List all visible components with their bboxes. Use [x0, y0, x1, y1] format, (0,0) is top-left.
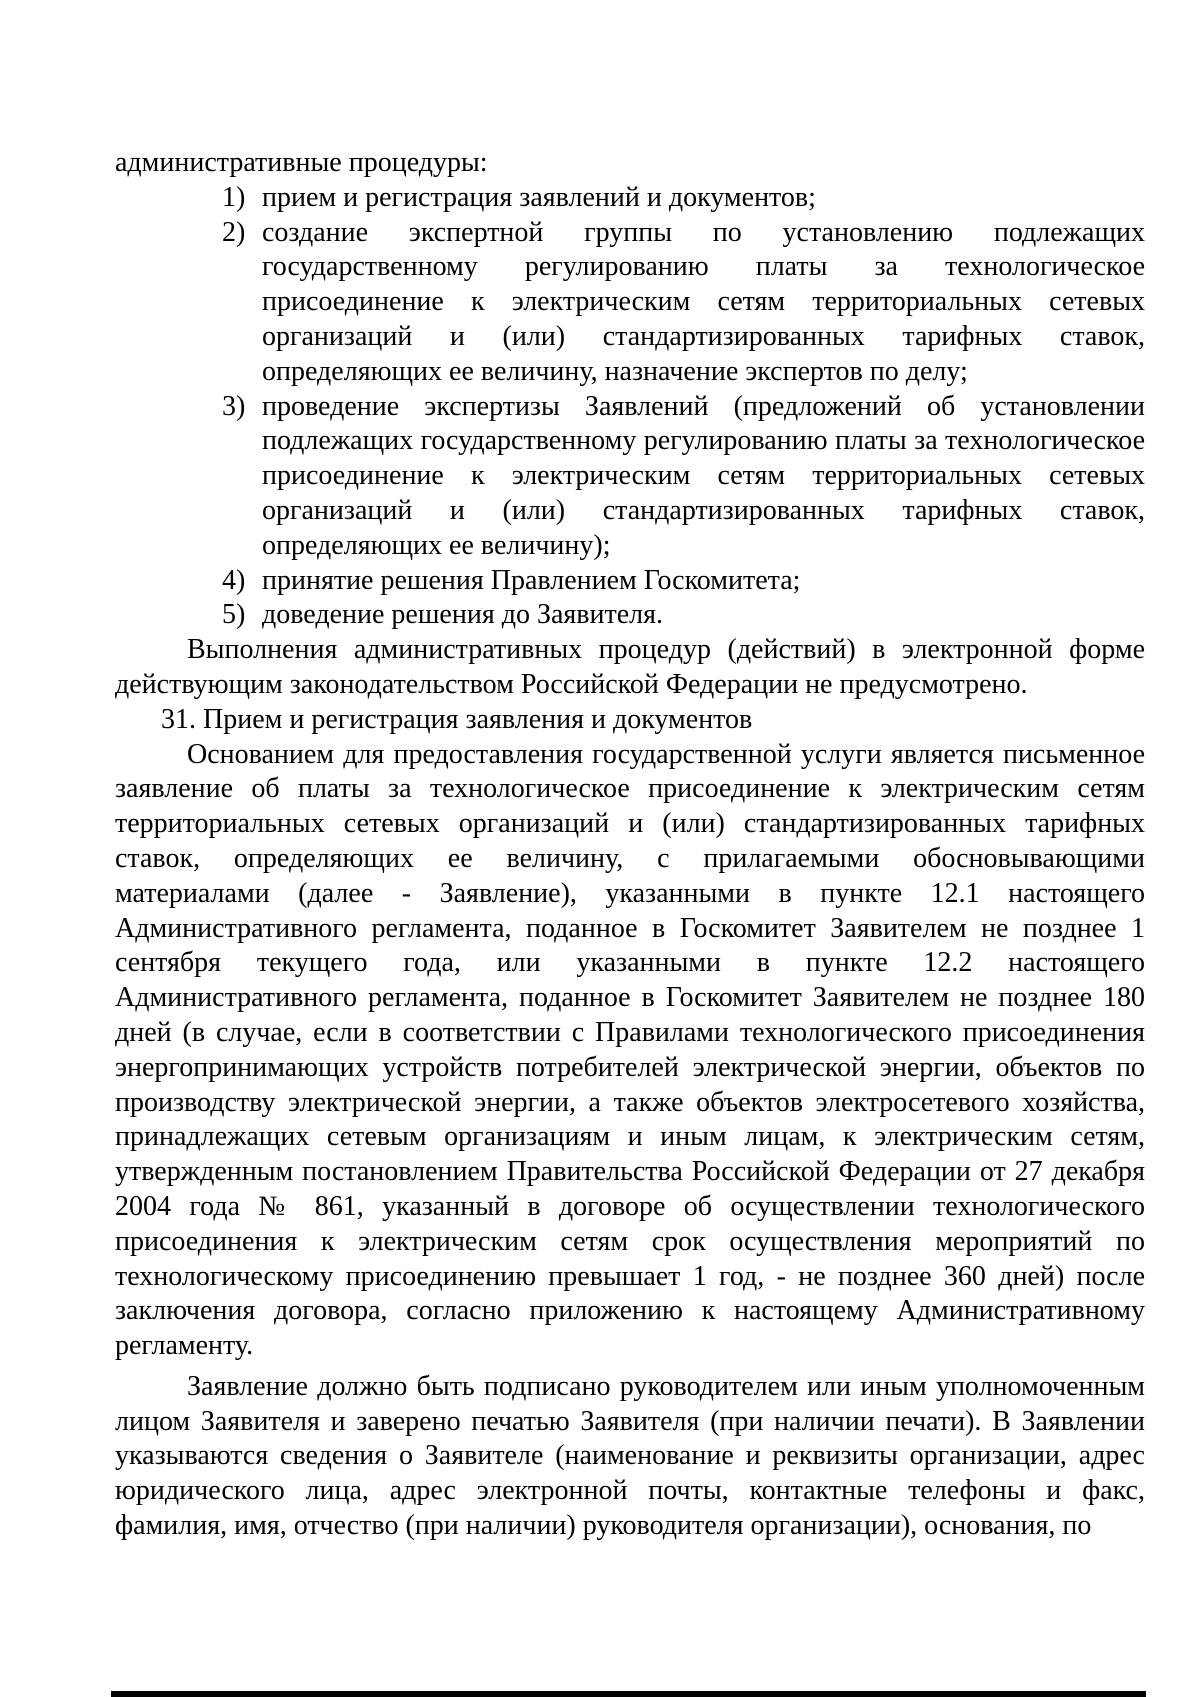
paragraph-signature: Заявление должно быть подписано руководителем или иным уполномоченным лицом Заявителя и заверено печатью Заявителя (при наличии печати). В Заявлении указываются сведения о Заявителе (наименование и реквизиты организации, адрес юридического лица, адрес электронной почты, контактные телефоны и факс, фамилия, имя, отчество (при наличии) руководителя организации), основания, по: [115, 1370, 1145, 1542]
list-item: [222, 216, 1145, 390]
list-item-number: 5): [222, 599, 246, 631]
list-item-number: 3): [222, 390, 246, 422]
list-item: [222, 181, 1145, 216]
list-item-text: прием и регистрация заявлений и документов;: [262, 181, 816, 213]
list-item-text: проведение экспертизы Заявлений (предложений об установлении подлежащих государственному регулированию платы за технологическое присоединение к электрическим сетям территориальных сетевых организаций и (или) стандартизированных тарифных ставок, определяющих ее величину);: [262, 390, 1145, 561]
list-item: [222, 390, 1145, 564]
bottom-divider: [111, 1691, 1146, 1697]
electronic-form-note: Выполнения административных процедур (действий) в электронной форме действующим законодательством Российской Федерации не предусмотрено.: [115, 634, 1145, 700]
list-item: [222, 598, 1145, 633]
document-page: [115, 146, 1145, 1544]
list-item-number: 4): [222, 564, 246, 596]
list-item-number: 2): [222, 216, 246, 248]
list-item-text: доведение решения до Заявителя.: [262, 599, 663, 631]
paragraph-basis: Основанием для предоставления государственной услуги является письменное заявление об платы за технологическое присоединение к электрическим сетям территориальных сетевых организаций и (или) стандартизированных тарифных ставок, определяющих ее величину, с прилагаемыми обосновывающими материалами (далее - Заявление), указанными в пункте 12.1 настоящего Административного регламента, поданное в Госкомитет Заявителем не позднее 1 сентября текущего года, или указанными в пункте 12.2 настоящего Административного регламента, поданное в Госкомитет Заявителем не позднее 180 дней (в случае, если в соответствии с Правилами технологического присоединения энергопринимающих устройств потребителей электрической энергии, объектов по производству электрической энергии, а также объектов электросетевого хозяйства, принадлежащих сетевым организациям и иным лицам, к электрическим сетям, утвержденным постановлением Правительства Российской Федерации от 27 декабря 2004 года № 861, указанный в договоре об осуществлении технологического присоединения к электрическим сетям срок осуществления мероприятий по технологическому присоединению превышает 1 год, - не позднее 360 дней) после заключения договора, согласно приложению к настоящему Административному регламенту.: [115, 738, 1145, 1362]
list-item-number: 1): [222, 181, 246, 213]
section-heading: 31. Прием и регистрация заявления и документов: [161, 703, 753, 735]
list-item: [222, 564, 1145, 599]
list-item-text: создание экспертной группы по установлению подлежащих государственному регулированию платы за технологическое присоединение к электрическим сетям территориальных сетевых организаций и (или) стандартизированных тарифных ставок, определяющих ее величину, назначение экспертов по делу;: [262, 216, 1145, 387]
list-item-text: принятие решения Правлением Госкомитета;: [262, 564, 801, 596]
procedures-list: [115, 181, 1145, 633]
intro-line: административные процедуры:: [115, 147, 488, 178]
